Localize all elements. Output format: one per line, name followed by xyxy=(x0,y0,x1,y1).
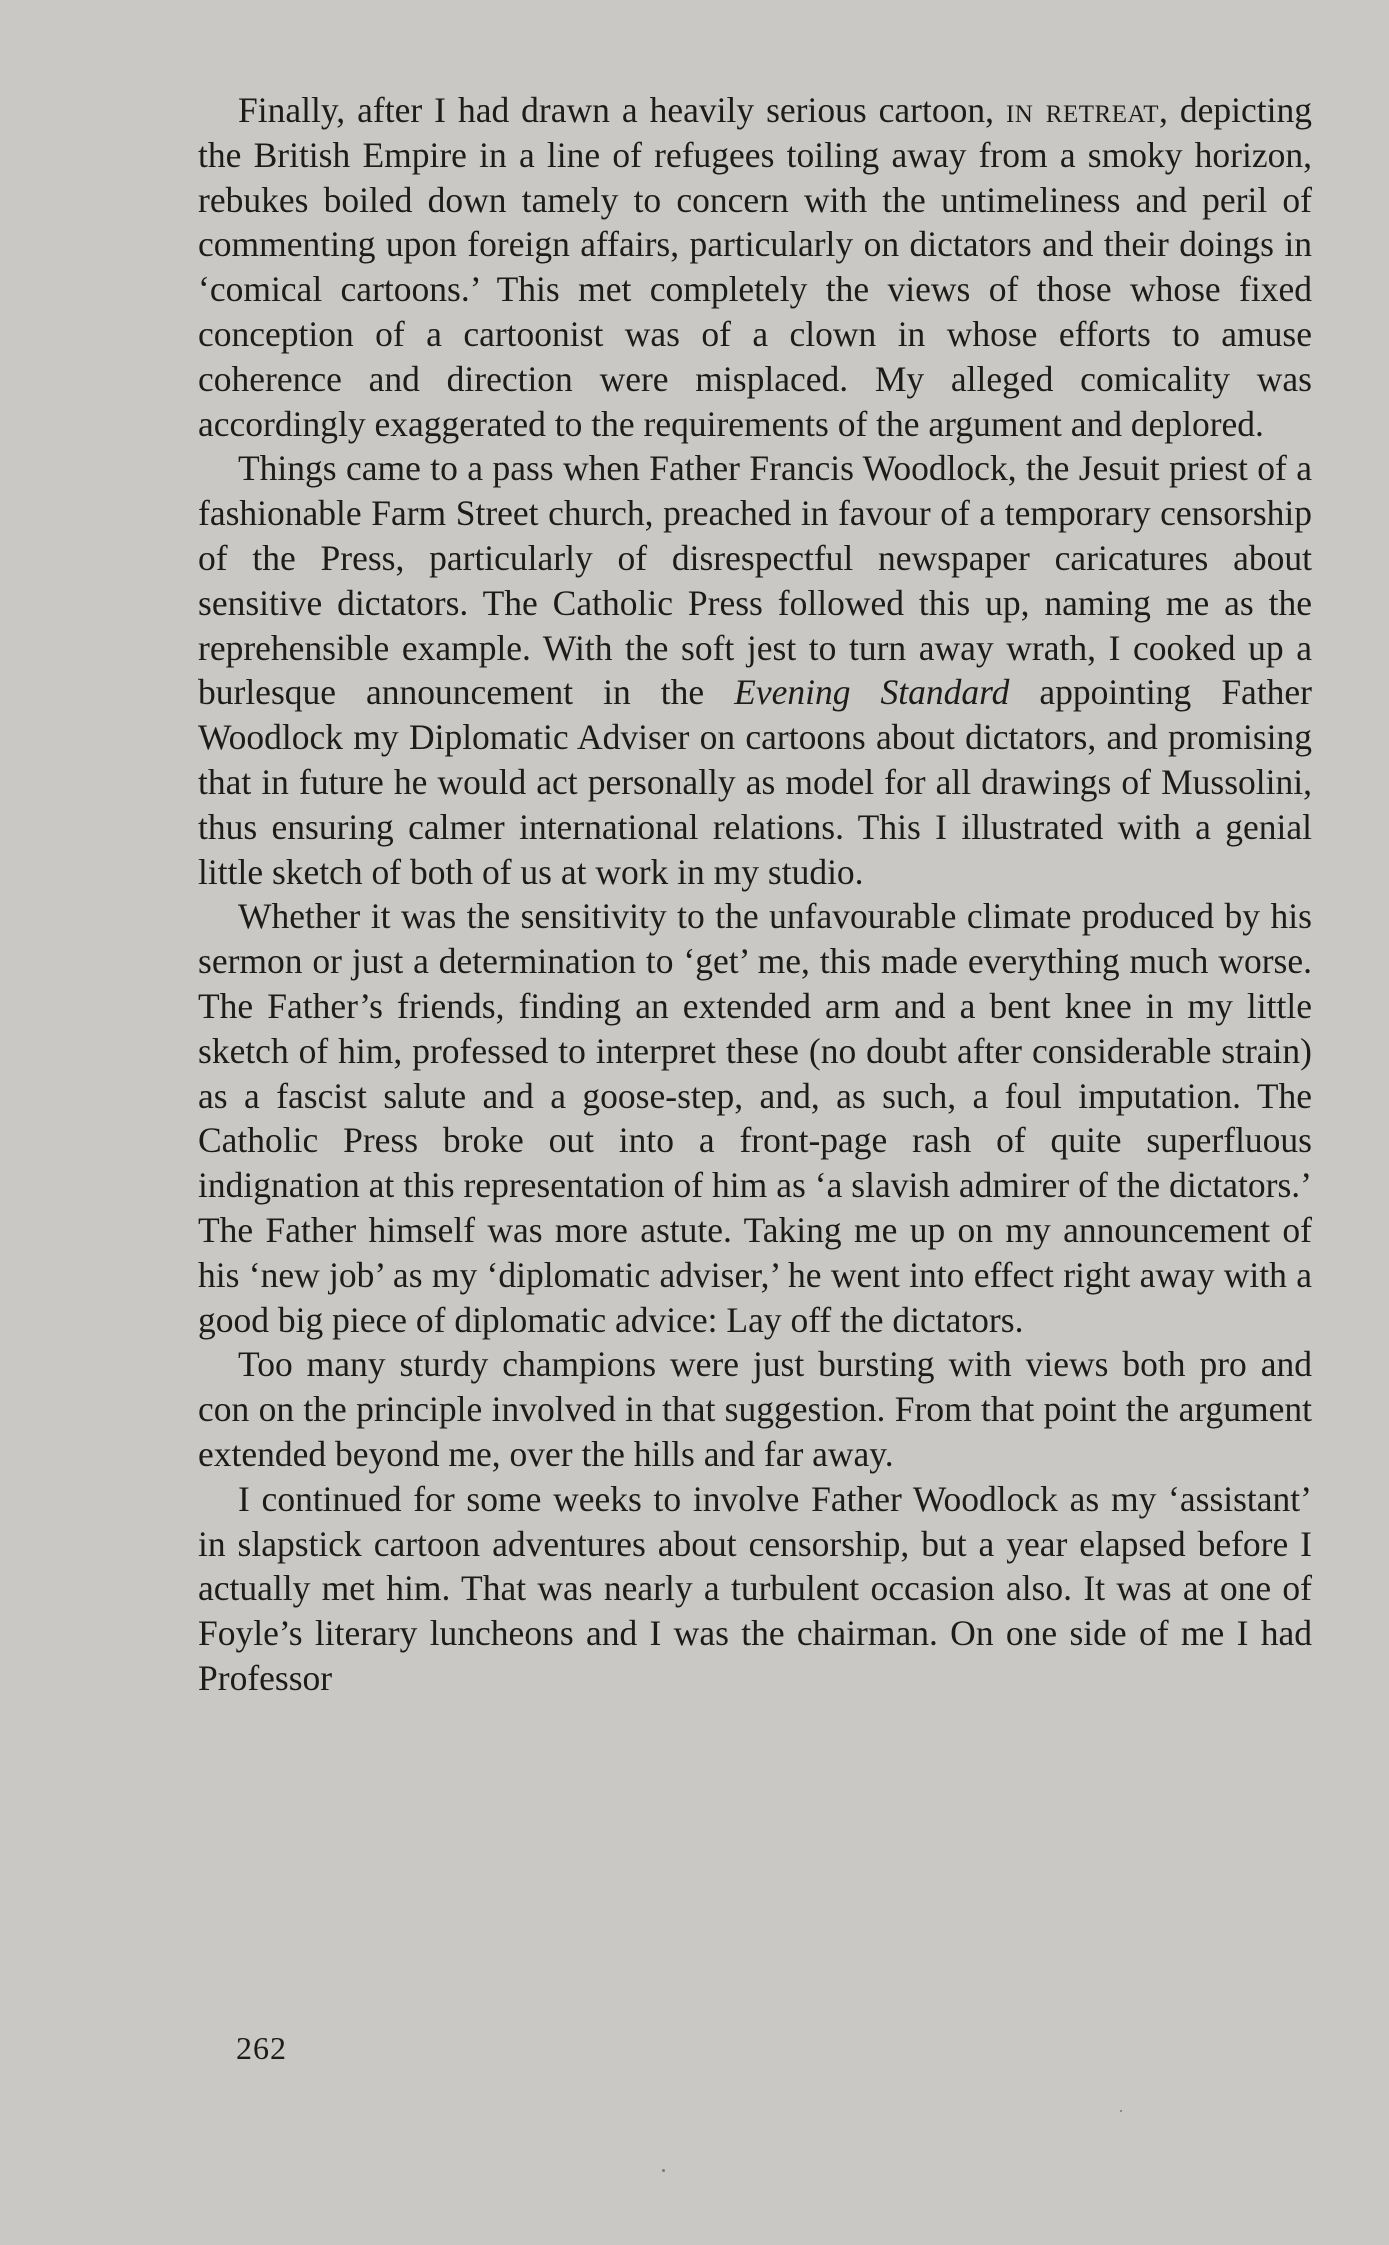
paragraph-1-text-start: Finally, after I had drawn a heavily serious cartoon, xyxy=(238,90,1006,130)
newspaper-title-evening-standard: Evening Standard xyxy=(734,672,1010,713)
body-text xyxy=(198,88,1312,1701)
paragraph-3: Whether it was the sensitivity to the unfavourable climate produced by his sermon or just a determination to ‘get’ me, this made everything much worse. The Father’s friends, finding an extended arm and a bent knee in my little sketch of him, professed to interpret these (no doubt after considerable strain) as a fascist salute and a goose-step, and, as such, a foul imputation. The Catholic Press broke out into a front-page rash of quite superfluous indignation at this representation of him as ‘a slavish admirer of the dictators.’ The Father himself was more astute. Taking me up on my announcement of his ‘new job’ as my ‘diplomatic adviser,’ he went into effect right away with a good big piece of diplomatic advice: Lay off the dictators. xyxy=(198,896,1312,1340)
paragraph-4: Too many sturdy champions were just bursting with views both pro and con on the principle involved in that suggestion. From that point the argument extended beyond me, over the hills and far away. xyxy=(198,1344,1312,1474)
paragraph-2-text-end: appointing Father Woodlock my Diplomatic Adviser on cartoons about dictators, and promising that in future he would act personally as model for all drawings of Mussolini, thus ensuring calmer international relations. This I illustrated with a genial little sketch of both of us at work in my studio. xyxy=(198,672,1313,892)
cartoon-title-in-retreat: in retreat xyxy=(1005,90,1160,130)
paragraph-2 xyxy=(198,446,1312,894)
paragraph-1-text-end: , depicting the British Empire in a line of refugees toiling away from a smoky horizon, rebukes boiled down tamely to concern with the untimeliness and peril of commenting upon foreign affairs, particularly on dictators and their doings in ‘comical cartoons.’ This met completely the views of those whose fixed conception of a cartoonist was of a clown in whose efforts to amuse coherence and direction were misplaced. My alleged comicality was accordingly exaggerated to the requirements of the argument and deplored. xyxy=(198,90,1312,444)
paper-speck xyxy=(662,2169,665,2172)
paper-speck xyxy=(1120,2110,1122,2112)
paragraph-5: I continued for some weeks to involve Father Woodlock as my ‘assistant’ in slapstick cartoon adventures about censorship, but a year elapsed before I actually met him. That was nearly a turbulent occasion also. It was at one of Foyle’s literary luncheons and I was the chairman. On one side of me I had Professor xyxy=(198,1478,1312,1698)
page-number: 262 xyxy=(236,2030,287,2066)
paragraph-2-text-start: Things came to a pass when Father Francis Woodlock, the Jesuit priest of a fashionable Farm Street church, preached in favour of a temporary censorship of the Press, particularly of disrespectful newspaper caricatures about sensitive dictators. The Catholic Press followed this up, naming me as the reprehensible example. With the soft jest to turn away wrath, I cooked up a burlesque announcement in the xyxy=(198,448,1312,713)
paragraph-1 xyxy=(198,88,1312,446)
